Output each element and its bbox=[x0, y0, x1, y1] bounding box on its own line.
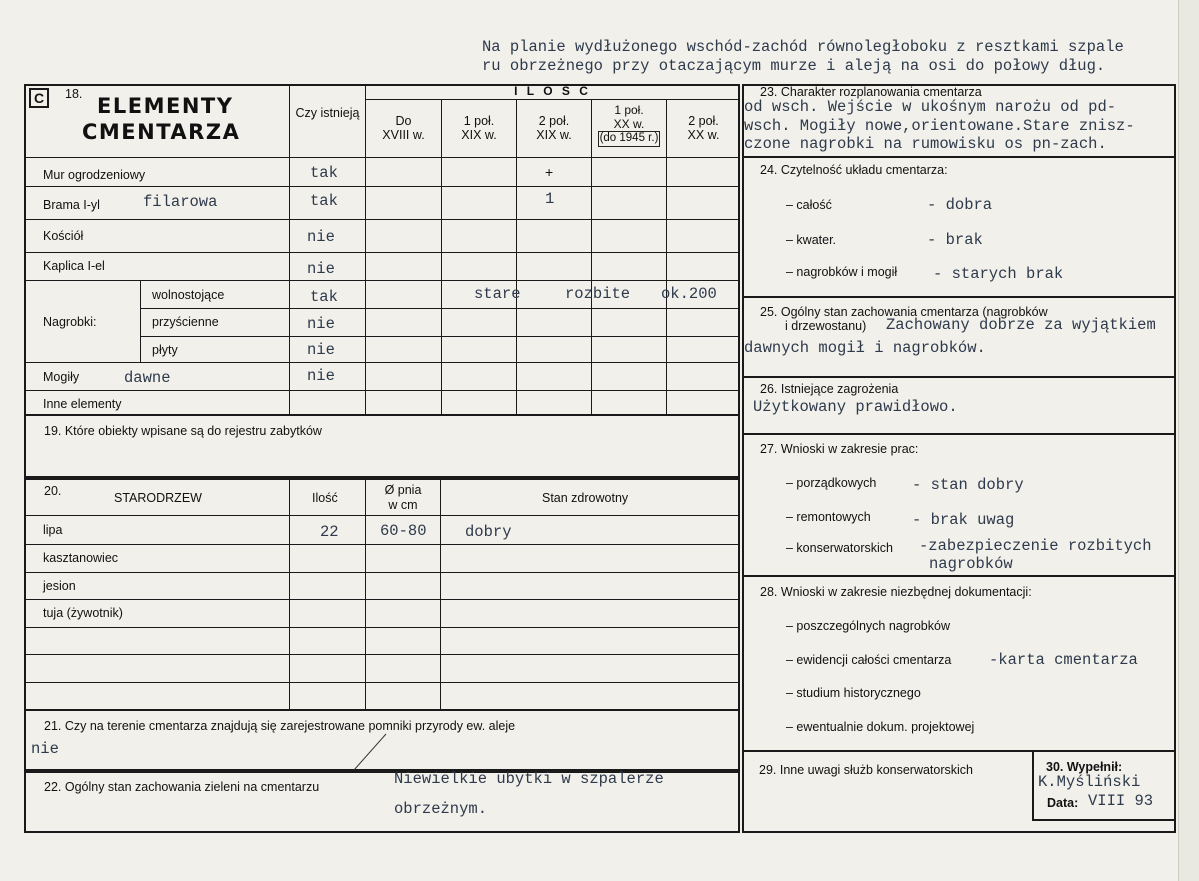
s24-item-2-label: – kwater. bbox=[786, 233, 837, 247]
section-26-label: 26. Istniejące zagrożenia bbox=[760, 382, 899, 396]
row-brama-count: 1 bbox=[545, 190, 555, 208]
section-23-line1: od wsch. Wejście w ukośnym narożu od pd- bbox=[744, 98, 1117, 116]
row-wolno-label: wolnostojące bbox=[152, 288, 225, 302]
section-25-answer-1: Zachowany dobrze za wyjątkiem bbox=[886, 316, 1156, 334]
tree-row-1-name: lipa bbox=[43, 523, 63, 537]
section-19-label: 19. Które obiekty wpisane są do rejestru zabytków bbox=[44, 424, 322, 438]
s27-item-3-label: – konserwatorskich bbox=[786, 541, 893, 555]
row-mogily-detail: dawne bbox=[124, 369, 171, 387]
section-22-label: 22. Ogólny stan zachowania zieleni na cmentarzu bbox=[44, 780, 320, 794]
s27-item-1-label: – porządkowych bbox=[786, 476, 877, 490]
section-23-label: 23. Charakter rozplanowania cmentarza bbox=[760, 85, 982, 99]
section-23-line2: wsch. Mogiły nowe,orientowane.Stare znisz- bbox=[744, 117, 1135, 135]
period-header-2: 1 poł. XIX w. bbox=[461, 114, 497, 142]
section-30-box bbox=[1032, 751, 1034, 821]
section-25-answer-2: dawnych mogił i nagrobków. bbox=[744, 339, 986, 357]
col-tree-state: Stan zdrowotny bbox=[542, 491, 629, 505]
section-18-title-1: ELEMENTY bbox=[97, 94, 234, 118]
section-29-label: 29. Inne uwagi służb konserwatorskich bbox=[759, 763, 974, 777]
row-kosciol-label: Kościół bbox=[43, 229, 84, 243]
section-24-label: 24. Czytelność układu cmentarza: bbox=[760, 163, 948, 177]
section-20-title: STARODRZEW bbox=[114, 491, 202, 505]
s27-item-3-value: -zabezpieczenie rozbitych bbox=[919, 537, 1152, 555]
period-header-3: 2 poł. XIX w. bbox=[536, 114, 572, 142]
section-22-answer-2: obrzeżnym. bbox=[394, 800, 488, 818]
s28-item-3-label: – studium historycznego bbox=[786, 686, 921, 700]
row-kaplica-exists: nie bbox=[307, 260, 335, 278]
section-18-title-2: CMENTARZA bbox=[82, 120, 241, 144]
s27-item-1-value: - stan dobry bbox=[912, 476, 1024, 494]
row-przysc-exists: nie bbox=[307, 315, 335, 333]
s24-item-1-label: – całość bbox=[786, 198, 832, 212]
col-tree-diameter: Ø pnia w cm bbox=[384, 483, 422, 512]
period-header-4: 1 poł. XX w. (do 1945 r.) bbox=[592, 104, 666, 147]
row-wolno-note-b: rozbite bbox=[565, 285, 631, 303]
row-mur-exists: tak bbox=[310, 164, 338, 182]
tree-row-1-state: dobry bbox=[465, 523, 512, 541]
s24-item-1-value: - dobra bbox=[927, 196, 993, 214]
tree-row-4-name: tuja (żywotnik) bbox=[43, 606, 123, 620]
s24-item-3-label: – nagrobków i mogił bbox=[786, 265, 898, 279]
section-25-label-1: 25. Ogólny stan zachowania cmentarza (nagrobków bbox=[760, 305, 1048, 319]
section-30-name: K.Myśliński bbox=[1038, 773, 1141, 791]
row-mogily-label: Mogiły bbox=[43, 370, 80, 384]
section-21-label: 21. Czy na terenie cmentarza znajdują się zarejestrowane pomniki przyrody ew. aleje bbox=[44, 719, 516, 733]
row-brama-detail: filarowa bbox=[143, 193, 218, 211]
section-21-answer: nie bbox=[31, 740, 59, 758]
tree-row-2-name: kasztanowiec bbox=[43, 551, 119, 565]
s27-item-2-label: – remontowych bbox=[786, 510, 871, 524]
s28-item-2-label: – ewidencji całości cmentarza bbox=[786, 653, 952, 667]
s24-item-3-value: - starych brak bbox=[933, 265, 1064, 283]
section-23-line3: czone nagrobki na rumowisku os pn-zach. bbox=[744, 135, 1107, 153]
col-exists-header: Czy istnieją bbox=[295, 106, 360, 120]
col-count-header: I L O Ś Ć bbox=[514, 84, 591, 98]
s27-item-2-value: - brak uwag bbox=[912, 511, 1015, 529]
tree-row-3-name: jesion bbox=[43, 579, 76, 593]
row-mur-label: Mur ogrodzeniowy bbox=[43, 168, 146, 182]
row-kaplica-label: Kaplica I-el bbox=[43, 259, 105, 273]
row-plyty-exists: nie bbox=[307, 341, 335, 359]
s28-item-4-label: – ewentualnie dokum. projektowej bbox=[786, 720, 975, 734]
s27-item-3-value-cont: nagrobków bbox=[929, 555, 1013, 573]
section-28-label: 28. Wnioski w zakresie niezbędnej dokumentacji: bbox=[760, 585, 1032, 599]
section-20-number: 20. bbox=[44, 484, 62, 498]
row-wolno-note-a: stare bbox=[474, 285, 521, 303]
s28-item-2-value: -karta cmentarza bbox=[989, 651, 1138, 669]
section-30-date: VIII 93 bbox=[1088, 792, 1154, 810]
section-30-label: 30. Wypełnił: bbox=[1046, 760, 1123, 774]
row-plyty-label: płyty bbox=[152, 343, 178, 357]
row-brama-exists: tak bbox=[310, 192, 338, 210]
period-header-5: 2 poł. XX w. bbox=[687, 114, 720, 142]
row-inne-label: Inne elementy bbox=[43, 397, 122, 411]
top-note-line2: ru obrzeżnego przy otaczającym murze i aleją na osi do połowy dług. bbox=[482, 57, 1106, 75]
section-22-answer-1: Niewielkie ubytki w szpalerze bbox=[394, 770, 664, 788]
row-nagrobki-label: Nagrobki: bbox=[43, 315, 97, 329]
corner-letter-box: C bbox=[29, 88, 49, 108]
row-mogily-exists: nie bbox=[307, 367, 335, 385]
row-brama-label: Brama I-yl bbox=[43, 198, 100, 212]
row-kosciol-exists: nie bbox=[307, 228, 335, 246]
top-note-line1: Na planie wydłużonego wschód-zachód równoległoboku z resztkami szpale bbox=[482, 38, 1124, 56]
period-header-1: Do XVIII w. bbox=[382, 114, 425, 142]
s24-item-2-value: - brak bbox=[927, 231, 983, 249]
section-26-answer: Użytkowany prawidłowo. bbox=[753, 398, 958, 416]
pen-stroke bbox=[350, 730, 390, 772]
section-18-number: 18. bbox=[65, 87, 83, 101]
section-27-label: 27. Wnioski w zakresie prac: bbox=[760, 442, 919, 456]
row-wolno-note-c: ok.200 bbox=[661, 285, 717, 303]
col-tree-count: Ilość bbox=[312, 491, 338, 505]
section-25-label-2: i drzewostanu) bbox=[785, 319, 867, 333]
section-30-date-label: Data: bbox=[1047, 796, 1079, 810]
row-wolno-exists: tak bbox=[310, 288, 338, 306]
s28-item-1-label: – poszczególnych nagrobków bbox=[786, 619, 950, 633]
tree-row-1-count: 22 bbox=[320, 523, 339, 541]
row-przysc-label: przyścienne bbox=[152, 315, 219, 329]
row-mur-mark: + bbox=[545, 164, 554, 180]
card-edge bbox=[1178, 0, 1199, 881]
tree-row-1-diam: 60-80 bbox=[380, 522, 427, 540]
